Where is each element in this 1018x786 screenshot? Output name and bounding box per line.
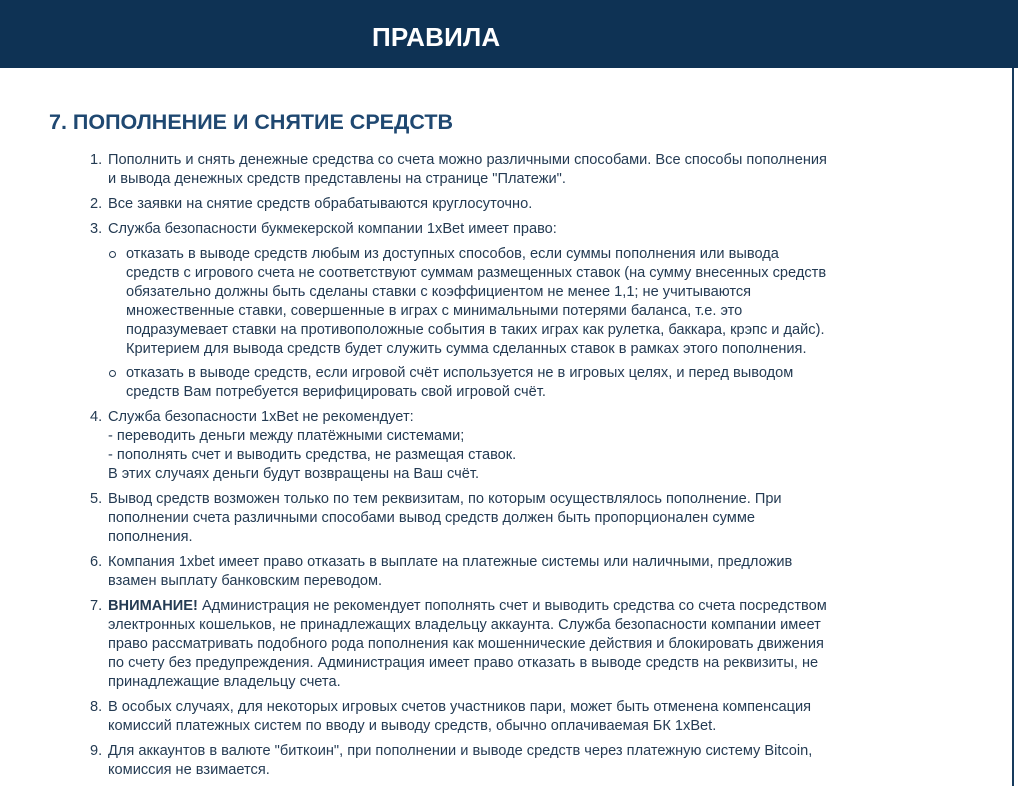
rule-number: 2. [90,196,103,212]
sub-item-line: отказать в выводе средств, если игровой счёт используется не в игровых целях, и перед выводом [126,365,794,381]
sub-item-line: отказать в выводе средств любым из доступных способов, если суммы пополнения или вывода [126,246,779,262]
circle-bullet-icon [109,251,116,258]
rule-item [0,151,908,189]
rule-item [0,742,908,780]
rule-line: взамен выплату банковским переводом. [108,573,383,589]
rule-line: Компания 1xbet имеет право отказать в выплате на платежные системы или наличными, предложив [108,554,793,570]
sub-item-line: средств с игрового счета не соответствуют суммам размещенных ставок (на сумму внесенных средств [126,265,827,281]
rule-number: 7. [90,598,103,614]
rule-line: комиссия не взимается. [108,762,270,778]
rule-number: 8. [90,699,103,715]
sub-list-item [108,245,908,359]
rule-line: пополнении счета различными способами вывод средств должен быть пропорционален сумме [108,510,755,526]
rule-number: 3. [90,221,103,237]
rule-item [0,597,908,692]
rule-line: по счету без предупреждения. Администрация имеет право отказать в выводе средств на реквизиты, не [108,655,819,671]
rule-item [0,698,908,736]
rule-line: Все заявки на снятие средств обрабатываются круглосуточно. [108,196,533,212]
sub-item-line: средств Вам потребуется верифицировать свой игровой счёт. [126,384,546,400]
rules-list [0,151,1010,780]
rule-line [108,597,908,616]
header-bar [0,0,1018,68]
rule-item [0,195,908,214]
section-title: 7. ПОПОЛНЕНИЕ И СНЯТИЕ СРЕДСТВ [49,110,453,134]
rule-number: 4. [90,409,103,425]
rule-number: 1. [90,152,103,168]
rule-line: электронных кошельков, не принадлежащих владельцу аккаунта. Служба безопасности компании имеет [108,617,821,633]
rule-line: - пополнять счет и выводить средства, не размещая ставок. [108,447,517,463]
rule-line: Служба безопасности букмекерской компании 1xBet имеет право: [108,221,557,237]
rule-line: Вывод средств возможен только по тем реквизитам, по которым осуществлялось пополнение. При [108,491,782,507]
rule-line: Служба безопасности 1xBet не рекомендует: [108,409,414,425]
rule-line: и вывода денежных средств представлены на странице "Платежи". [108,171,566,187]
rule-line: Пополнить и снять денежные средства со счета можно различными способами. Все способы пополнения [108,152,827,168]
sub-item-line: подразумевает ставки на противоположные события в таких играх как рулетка, баккара, крэпс и дайс). [126,322,825,338]
attention-label: ВНИМАНИЕ! [108,598,198,614]
rules-content [0,151,1010,786]
page-title: ПРАВИЛА [372,22,501,52]
rule-item [0,553,908,591]
rule-item [0,408,908,484]
rule-number: 5. [90,491,103,507]
rule-line: принадлежащие владельцу счета. [108,674,341,690]
rule-item [0,220,908,402]
rule-number: 6. [90,554,103,570]
rule-line: комиссий платежных систем по вводу и выводу средств, обычно оплачиваемая БК 1xBet. [108,718,717,734]
rule-number: 9. [90,743,103,759]
sub-item-line: Критерием для вывода средств будет служить сумма сделанных ставок в рамках этого пополнения. [126,341,807,357]
rule-line-text: Администрация не рекомендует пополнять счет и выводить средства со счета посредством [201,598,827,614]
sub-item-line: обязательно должны быть сделаны ставки с коэффициентом не менее 1,1; не учитываются [126,284,752,300]
rule-line: В этих случаях деньги будут возвращены на Ваш счёт. [108,466,480,482]
rule-line: В особых случаях, для некоторых игровых счетов участников пари, может быть отменена компенсация [108,699,812,715]
sub-item-line: множественные ставки, совершенные в играх с минимальными потерями баланса, т.е. это [126,303,743,319]
rule-line: Для аккаунтов в валюте "биткоин", при пополнении и выводе средств через платежную систему Bitcoin, [108,743,813,759]
rule-line: - переводить деньги между платёжными системами; [108,428,465,444]
circle-bullet-icon [109,370,116,377]
rule-line: пополнения. [108,529,193,545]
rule-line: право рассматривать подобного рода пополнения как мошеннические действия и блокировать движения [108,636,824,652]
sub-list-item [108,364,908,402]
sub-list [108,245,908,402]
rule-item [0,490,908,547]
